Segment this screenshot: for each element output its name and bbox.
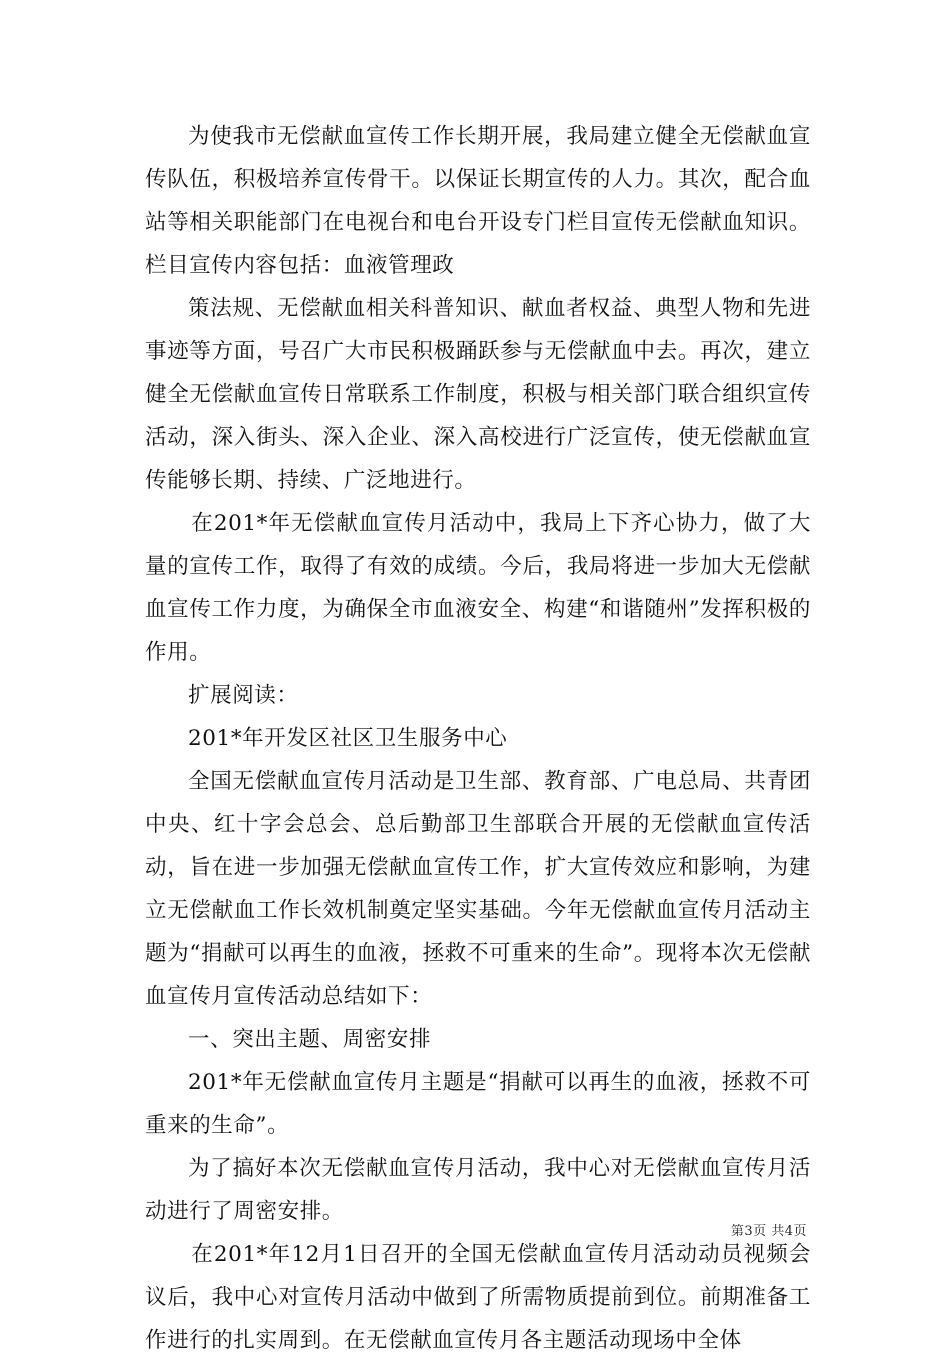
paragraph-4: 全国无偿献血宣传月活动是卫生部、教育部、广电总局、共青团中央、红十字会总会、总后勤部卫生部联合开展的无偿献血宣传活动，旨在进一步加强无偿献血宣传工作，扩大宣传效应和影响，为建立无偿献血工作长效机制奠定坚实基础。今年无偿献血宣传月活动主题为“捐献可以再生的血液，拯救不可重来的生命”。现将本次无偿献血宣传月宣传活动总结如下：	[145, 769, 811, 1009]
paragraph-6: 为了搞好本次无偿献血宣传月活动，我中心对无偿献血宣传月活动进行了周密安排。	[145, 1156, 811, 1224]
paragraph-7: 在201*年12月1日召开的全国无偿献血宣传月活动动员视频会议后，我中心对宣传月活动中做到了所需物质提前到位。前期准备工作进行的扎实周到。在无偿献血宣传月各主题活动现场中全体	[145, 1242, 811, 1353]
document-body	[145, 115, 811, 1362]
page-number-footer: 第3页 共4页	[730, 1224, 807, 1239]
paragraph-5: 201*年无偿献血宣传月主题是“捐献可以再生的血液，拯救不可重来的生命”。	[145, 1070, 811, 1138]
paragraph-subtitle: 201*年开发区社区卫生服务中心	[188, 726, 508, 751]
paragraph-extended-reading: 扩展阅读：	[188, 683, 299, 708]
paragraph-1: 为使我市无偿献血宣传工作长期开展，我局建立健全无偿献血宣传队伍，积极培养宣传骨干。以保证长期宣传的人力。其次，配合血站等相关职能部门在电视台和电台开设专门栏目宣传无偿献血知识。栏目宣传内容包括：血液管理政	[145, 124, 811, 278]
section-heading-1: 一、突出主题、周密安排	[188, 1027, 432, 1052]
paragraph-2: 策法规、无偿献血相关科普知识、献血者权益、典型人物和先进事迹等方面，号召广大市民积极踊跃参与无偿献血中去。再次，建立健全无偿献血宣传日常联系工作制度，积极与相关部门联合组织宣传活动，深入街头、深入企业、深入高校进行广泛宣传，使无偿献血宣传能够长期、持续、广泛地进行。	[145, 296, 811, 493]
paragraph-3: 在201*年无偿献血宣传月活动中，我局上下齐心协力，做了大量的宣传工作，取得了有效的成绩。今后，我局将进一步加大无偿献血宣传工作力度，为确保全市血液安全、构建“和谐随州”发挥积极的作用。	[145, 511, 811, 665]
